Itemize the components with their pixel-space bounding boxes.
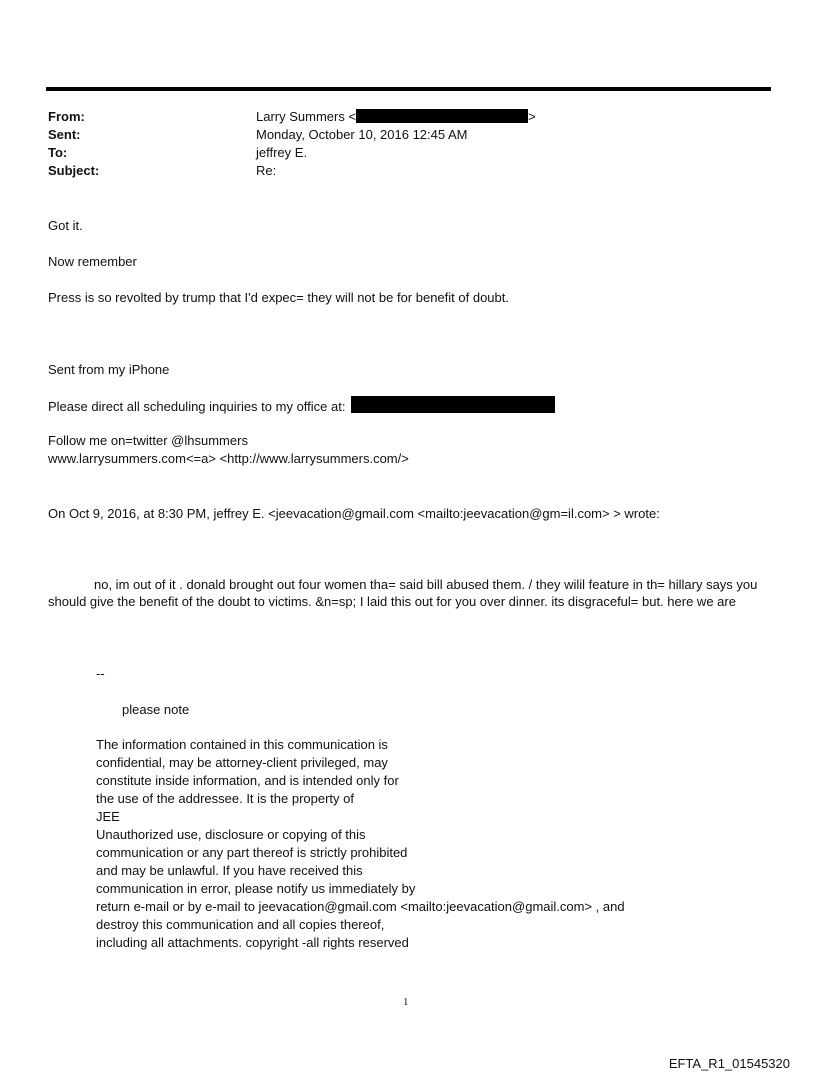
subject-label: Subject: (48, 163, 100, 178)
header-rule (46, 87, 771, 91)
on-wrote-line: On Oct 9, 2016, at 8:30 PM, jeffrey E. <jeevacation@gmail.com <mailto:jeevacation@gm=il.com> > wrote: (48, 506, 660, 521)
disclaimer-line: and may be unlawful. If you have received this (96, 863, 363, 878)
disclaimer-line: destroy this communication and all copies thereof, (96, 917, 385, 932)
disclaimer-line: communication or any part thereof is strictly prohibited (96, 845, 408, 860)
disclaimer-line: communication in error, please notify us immediately by (96, 881, 416, 896)
quoted-message: no, im out of it . donald brought out four women tha= said bill abused them. / they wilil feature in th= hillary says you should give the benefit of the doubt to victims. &n=sp; I laid this out for you over dinner. its disgraceful= but. here we are (48, 577, 758, 609)
to-label: To: (48, 145, 68, 160)
disclaimer-line: return e-mail or by e-mail to jeevacation@gmail.com <mailto:jeevacation@gmail.com> , and (96, 899, 625, 914)
disclaimer-line: Unauthorized use, disclosure or copying of this (96, 827, 366, 842)
to-value: jeffrey E. (256, 145, 308, 160)
disclaimer-line: The information contained in this communication is (96, 737, 388, 752)
scheduling-text: Please direct all scheduling inquiries to my office at: (48, 399, 346, 414)
follow-twitter: Follow me on=twitter @lhsummers (48, 433, 248, 448)
from-name: Larry Summers < (256, 109, 357, 124)
redaction-bar (356, 109, 528, 123)
disclaimer-line: constitute inside information, and is intended only for (96, 773, 399, 788)
subject-value: Re: (256, 163, 277, 178)
please-note: please note (122, 702, 190, 717)
sent-value: Monday, October 10, 2016 12:45 AM (256, 127, 468, 142)
body-line-press: Press is so revolted by trump that I'd expec= they will not be for benefit of doubt. (48, 290, 509, 305)
sent-from-iphone: Sent from my iPhone (48, 362, 170, 377)
sent-label: Sent: (48, 127, 81, 142)
document-id: EFTA_R1_01545320 (668, 1056, 790, 1071)
body-line-got-it: Got it. (48, 218, 83, 233)
from-bracket: > (528, 109, 536, 124)
disclaimer-line: including all attachments. copyright -all rights reserved (96, 935, 409, 950)
disclaimer-line: confidential, may be attorney-client privileged, may (96, 755, 388, 770)
signature-dashes: -- (96, 666, 105, 681)
disclaimer-line: the use of the addressee. It is the property of (96, 791, 354, 806)
from-value (256, 109, 536, 125)
from-label: From: (48, 109, 85, 124)
scheduling-line (48, 396, 555, 415)
redaction-bar (351, 396, 555, 413)
disclaimer-line: JEE (96, 809, 120, 824)
body-line-now-remember: Now remember (48, 254, 137, 269)
page-number: 1 (403, 996, 409, 1008)
website-line: www.larrysummers.com<=a> <http://www.larrysummers.com/> (48, 451, 409, 466)
